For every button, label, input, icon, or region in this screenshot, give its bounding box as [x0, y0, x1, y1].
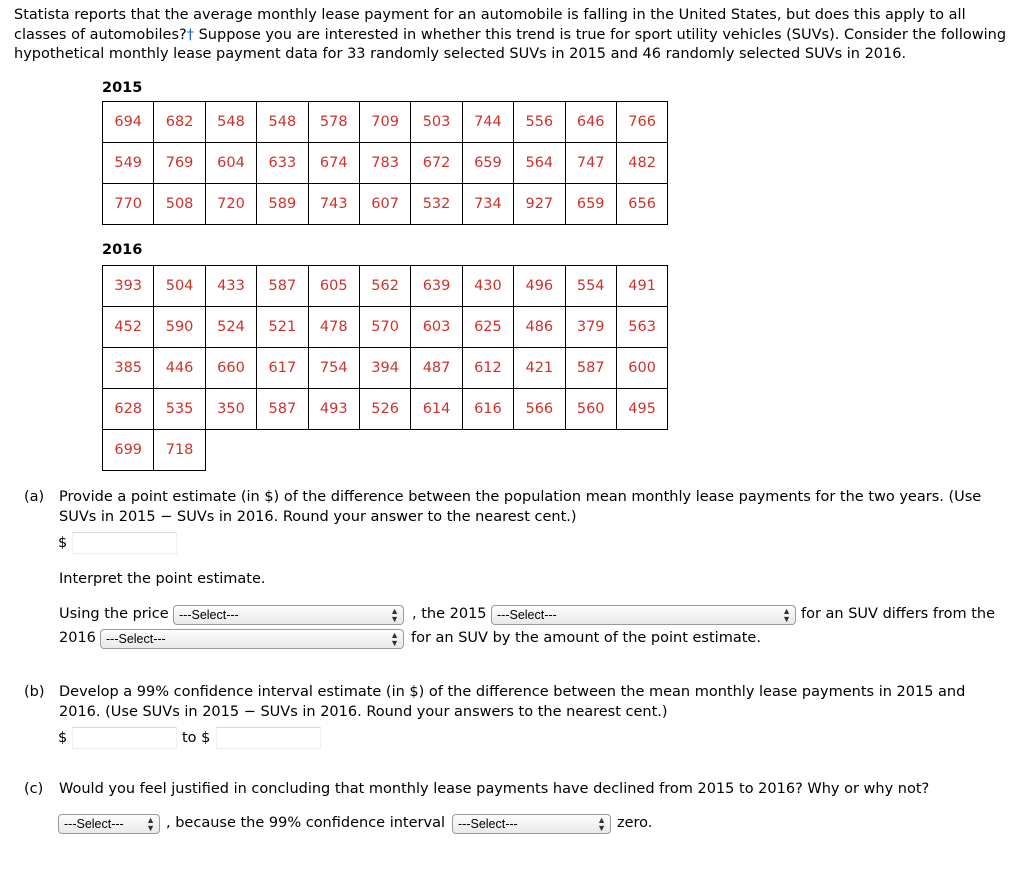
- point-estimate-input[interactable]: [72, 532, 177, 554]
- table-cell: 452: [103, 307, 154, 348]
- table-cell: 603: [411, 307, 462, 348]
- table-cell: 493: [308, 389, 359, 430]
- part-a-question: Provide a point estimate (in $) of the difference between the population mean monthly lease payments for the two years. (Use SUVs in 2015 − SUVs in 2016. Round your answer to the nearest cent.): [59, 489, 982, 525]
- table-cell: 734: [462, 184, 513, 225]
- table-cell: 718: [154, 430, 205, 471]
- table-cell: 646: [565, 102, 616, 143]
- problem-intro: [14, 6, 1009, 65]
- table-cell: 616: [462, 389, 513, 430]
- interpret-heading: Interpret the point estimate.: [59, 571, 266, 587]
- table-cell: 521: [257, 307, 308, 348]
- table-cell: 495: [616, 389, 667, 430]
- table-cell: 421: [514, 348, 565, 389]
- table-cell: 709: [359, 102, 410, 143]
- table-cell: 659: [565, 184, 616, 225]
- interpret-select-1[interactable]: [173, 605, 404, 625]
- table-cell: 682: [154, 102, 205, 143]
- select-arrows-icon: ▲ ▼: [146, 815, 155, 833]
- table-cell: 639: [411, 266, 462, 307]
- select-arrows-icon: ▲ ▼: [390, 606, 399, 624]
- table-cell: 496: [514, 266, 565, 307]
- interval-select-value: ---Select---: [458, 817, 518, 831]
- table-cell: 394: [359, 348, 410, 389]
- ci-upper-input[interactable]: [216, 727, 321, 749]
- table-cell: 430: [462, 266, 513, 307]
- table-cell: 604: [205, 143, 256, 184]
- table-cell: 628: [103, 389, 154, 430]
- table-cell: 660: [205, 348, 256, 389]
- table-cell: 503: [411, 102, 462, 143]
- table-cell: 563: [616, 307, 667, 348]
- table-cell: 674: [308, 143, 359, 184]
- part-a-label: (a): [24, 489, 45, 505]
- table-cell: 549: [103, 143, 154, 184]
- table-cell: 570: [359, 307, 410, 348]
- table-2016: [102, 265, 668, 471]
- table-cell: 566: [514, 389, 565, 430]
- select-1-value: ---Select---: [179, 608, 239, 622]
- part-b-label: (b): [24, 684, 45, 700]
- table-cell: 617: [257, 348, 308, 389]
- table-cell: 587: [257, 389, 308, 430]
- table-cell: 927: [514, 184, 565, 225]
- interpret-select-2[interactable]: [491, 605, 796, 625]
- footnote-dagger-link[interactable]: †: [186, 26, 194, 43]
- intro-text: Statista reports that the average monthly lease payment for an automobile is falling in the United States, but does this apply to all classes of automobiles?: [14, 7, 966, 43]
- table-cell: 587: [565, 348, 616, 389]
- table-cell: 487: [411, 348, 462, 389]
- interval-select[interactable]: [452, 814, 611, 834]
- table-cell: 589: [257, 184, 308, 225]
- table-row: [103, 307, 668, 348]
- table-cell: 433: [205, 266, 256, 307]
- table-cell: 672: [411, 143, 462, 184]
- ci-to-label: to $: [182, 730, 211, 746]
- table-cell: 605: [308, 266, 359, 307]
- table-cell: 554: [565, 266, 616, 307]
- interpret-select-3[interactable]: [100, 629, 404, 649]
- table-cell: 694: [103, 102, 154, 143]
- table-cell: 526: [359, 389, 410, 430]
- table-cell: 504: [154, 266, 205, 307]
- table-cell: 744: [462, 102, 513, 143]
- select-3-value: ---Select---: [106, 632, 166, 646]
- intro-text-continued: Suppose you are interested in whether this trend is true for sport utility vehicles (SUVs). Consider the following hypothetical monthly lease payment data for 33 randomly selected SUVs in 2015 and 46 randomly selected SUVs in 2016.: [14, 26, 1007, 62]
- table-2016-label: 2016: [102, 242, 143, 258]
- select-arrows-icon: ▲ ▼: [390, 630, 399, 648]
- part-c-question: Would you feel justified in concluding that monthly lease payments have declined from 2015 to 2016? Why or why not?: [59, 781, 930, 797]
- table-cell: 379: [565, 307, 616, 348]
- table-cell: 564: [514, 143, 565, 184]
- table-row: [103, 102, 668, 143]
- table-cell: 770: [103, 184, 154, 225]
- part-a-dollar: $: [58, 535, 68, 551]
- conclusion-select-value: ---Select---: [64, 817, 124, 831]
- table-cell: 350: [205, 389, 256, 430]
- table-row: [103, 266, 668, 307]
- table-cell: 612: [462, 348, 513, 389]
- part-c-label: (c): [24, 781, 44, 797]
- table-cell: 578: [308, 102, 359, 143]
- table-cell: 486: [514, 307, 565, 348]
- table-cell: 556: [514, 102, 565, 143]
- table-2015-label: 2015: [102, 80, 143, 96]
- interpret-line1-end: for an SUV differs from the: [801, 606, 995, 622]
- interpret-line2-start: 2016: [59, 630, 96, 646]
- table-cell: 747: [565, 143, 616, 184]
- table-cell: 659: [462, 143, 513, 184]
- table-cell: 720: [205, 184, 256, 225]
- table-cell: 607: [359, 184, 410, 225]
- table-cell: 614: [411, 389, 462, 430]
- table-cell: 482: [616, 143, 667, 184]
- part-b-dollar: $: [58, 730, 68, 746]
- table-cell: 393: [103, 266, 154, 307]
- table-cell: 548: [205, 102, 256, 143]
- table-cell: 446: [154, 348, 205, 389]
- table-cell: 491: [616, 266, 667, 307]
- conclusion-select[interactable]: [58, 814, 160, 834]
- table-row: [103, 184, 668, 225]
- table-cell: 625: [462, 307, 513, 348]
- zero-text: zero.: [617, 815, 653, 831]
- table-cell: 590: [154, 307, 205, 348]
- table-2015: [102, 101, 668, 225]
- part-b-question: Develop a 99% confidence interval estimate (in $) of the difference between the mean monthly lease payments in 2015 and 2016. (Use SUVs in 2015 − SUVs in 2016. Round your answers to the nearest cent.): [59, 684, 966, 720]
- table-row: [103, 143, 668, 184]
- table-cell: 562: [359, 266, 410, 307]
- table-cell: 754: [308, 348, 359, 389]
- table-cell: 600: [616, 348, 667, 389]
- table-cell: 535: [154, 389, 205, 430]
- table-cell: 508: [154, 184, 205, 225]
- select-arrows-icon: ▲ ▼: [597, 815, 606, 833]
- table-cell: 532: [411, 184, 462, 225]
- table-cell: 524: [205, 307, 256, 348]
- interpret-line1-mid: , the 2015: [412, 606, 487, 622]
- table-cell: 587: [257, 266, 308, 307]
- interpret-line1-start: Using the price: [59, 606, 169, 622]
- table-cell: 633: [257, 143, 308, 184]
- table-cell: 656: [616, 184, 667, 225]
- ci-lower-input[interactable]: [72, 727, 177, 749]
- table-row: [103, 348, 668, 389]
- table-cell: 783: [359, 143, 410, 184]
- table-row: [103, 389, 668, 430]
- table-cell: 769: [154, 143, 205, 184]
- select-2-value: ---Select---: [497, 608, 557, 622]
- table-cell: 560: [565, 389, 616, 430]
- table-cell: 766: [616, 102, 667, 143]
- interpret-line2-end: for an SUV by the amount of the point estimate.: [411, 630, 761, 646]
- table-row: [103, 430, 668, 471]
- table-cell: 743: [308, 184, 359, 225]
- table-cell: 699: [103, 430, 154, 471]
- table-cell: 478: [308, 307, 359, 348]
- select-arrows-icon: ▲ ▼: [782, 606, 791, 624]
- because-text: , because the 99% confidence interval: [166, 815, 445, 831]
- table-cell: 385: [103, 348, 154, 389]
- table-cell: 548: [257, 102, 308, 143]
